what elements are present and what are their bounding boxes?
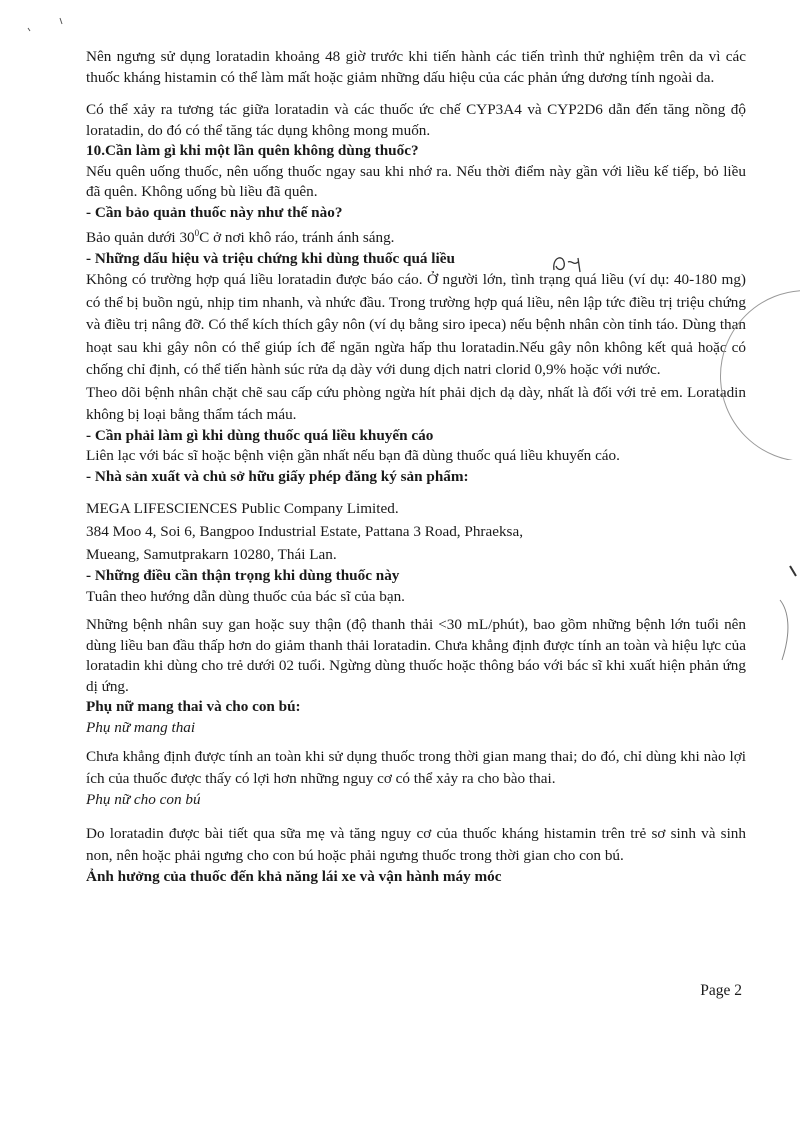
paragraph-pregnant: Chưa khẳng định được tính an toàn khi sử dụng thuốc trong thời gian mang thai; do đó, chỉ dùng khi nào lợi ích của thuốc được thấy có lợi hơn những nguy cơ có thể xảy ra cho bào thai. xyxy=(86,748,746,788)
manufacturer-address-line1: 384 Moo 4, Soi 6, Bangpoo Industrial Estate, Pattana 3 Road, Phraeksa, xyxy=(86,523,524,541)
heading-pregnancy: Phụ nữ mang thai và cho con bú: xyxy=(86,698,301,716)
page-number: Page 2 xyxy=(700,982,742,999)
heading-driving: Ảnh hưởng của thuốc đến khả năng lái xe và vận hành máy móc xyxy=(86,867,502,885)
manufacturer-name: MEGA LIFESCIENCES Public Company Limited. xyxy=(86,500,399,518)
paragraph-storage xyxy=(86,223,746,249)
paragraph-interactions: Có thể xảy ra tương tác giữa loratadin và các thuốc ức chế CYP3A4 và CYP2D6 dẫn đến tăng nồng độ loratadin, do đó có thể tăng tác dụng không mong muốn. xyxy=(86,101,746,139)
manufacturer-address-line2: Mueang, Samutprakarn 10280, Thái Lan. xyxy=(86,546,337,564)
paragraph-precautions-follow: Tuân theo hướng dẫn dùng thuốc của bác sĩ của bạn. xyxy=(86,587,405,605)
document-body xyxy=(86,47,746,887)
company-stamp-partial xyxy=(710,290,800,460)
paragraph-missed-dose: Nếu quên uống thuốc, nên uống thuốc ngay sau khi nhớ ra. Nếu thời điểm này gần với liều kế tiếp, bỏ liều đã quên. Không uống bù liều đã quên. xyxy=(86,162,746,200)
heading-overdose-signs: - Những dấu hiệu và triệu chứng khi dùng thuốc quá liều xyxy=(86,249,455,267)
stamp-ring xyxy=(720,290,800,460)
paragraph-overdose-monitoring: Theo dõi bệnh nhân chặt chẽ sau cấp cứu phòng ngừa hít phải dịch dạ dày, nhất là đối với trẻ em. Loratadin không bị loại bằng thẩm tách máu. xyxy=(86,383,746,423)
heading-overdose-action: - Cần phải làm gì khi dùng thuốc quá liều khuyến cáo xyxy=(86,426,434,444)
paragraph-skin-test: Nên ngưng sử dụng loratadin khoảng 48 giờ trước khi tiến hành các tiến trình thử nghiệm trên da vì các thuốc kháng histamin có thể làm mất hoặc giảm những dấu hiệu của các phản ứng dương tính ngoài da. xyxy=(86,48,746,86)
paragraph-precautions-details: Những bệnh nhân suy gan hoặc suy thận (độ thanh thải <30 mL/phút), bao gồm những bệnh lớn tuổi nên dùng liều ban đầu thấp hơn do giảm thanh thải loratadin. Chưa khẳng định được tính an toàn và hiệu lực của loratadin khi dùng cho trẻ dưới 02 tuổi. Ngừng dùng thuốc hoặc thông báo với bác sĩ khi xuất hiện phản ứng dị ứng. xyxy=(86,616,746,695)
paragraph-overdose-action: Liên lạc với bác sĩ hoặc bệnh viện gần nhất nếu bạn đã dùng thuốc quá liều khuyến cáo. xyxy=(86,447,620,465)
heading-manufacturer: - Nhà sản xuất và chủ sở hữu giấy phép đăng ký sản phẩm: xyxy=(86,467,469,485)
heading-missed-dose: 10.Cần làm gì khi một lần quên không dùng thuốc? xyxy=(86,142,419,159)
paragraph-overdose-signs: Không có trường hợp quá liều loratadin được báo cáo. Ở người lớn, tình trạng quá liều (ví dụ: 40-180 mg) có thể bị buồn ngủ, nhịp tim nhanh, và nhức đầu. Trong trường hợp quá liều, nên lập tức điều trị triệu chứng và điều trị nâng đỡ. Có thể kích thích gây nôn (ví dụ bằng siro ipeca) nếu bệnh nhân còn tỉnh táo. Dùng than hoạt sau khi gây nôn có thể giúp ích để ngăn ngừa hấp thu loratadin.Nếu gây nôn không kết quả hoặc có chống chỉ định, có thể tiến hành súc rửa dạ dày với dung dịch natri clorid 0,9% hoặc với nước. xyxy=(86,271,746,379)
stamp-fragment-right xyxy=(770,560,800,670)
storage-text-prefix: Bảo quản dưới 30 xyxy=(86,229,195,247)
paragraph-breastfeeding: Do loratadin được bài tiết qua sữa mẹ và tăng nguy cơ của thuốc kháng histamin trên trẻ sơ sinh và sinh non, nên hoặc phải ngưng cho con bú hoặc phải ngưng thuốc trong thời gian cho con bú. xyxy=(86,824,746,864)
heading-storage: - Cần bảo quản thuốc này như thế nào? xyxy=(86,203,343,221)
subheading-pregnant: Phụ nữ mang thai xyxy=(86,718,196,736)
storage-text-suffix: C ở nơi khô ráo, tránh ánh sáng. xyxy=(199,229,395,247)
handwritten-initial xyxy=(548,248,588,278)
heading-precautions: - Những điều cần thận trọng khi dùng thuốc này xyxy=(86,567,400,585)
scan-mark-top-left xyxy=(20,8,80,38)
subheading-breastfeeding: Phụ nữ cho con bú xyxy=(86,791,201,809)
storage-degree-sup: 0 xyxy=(194,228,200,238)
